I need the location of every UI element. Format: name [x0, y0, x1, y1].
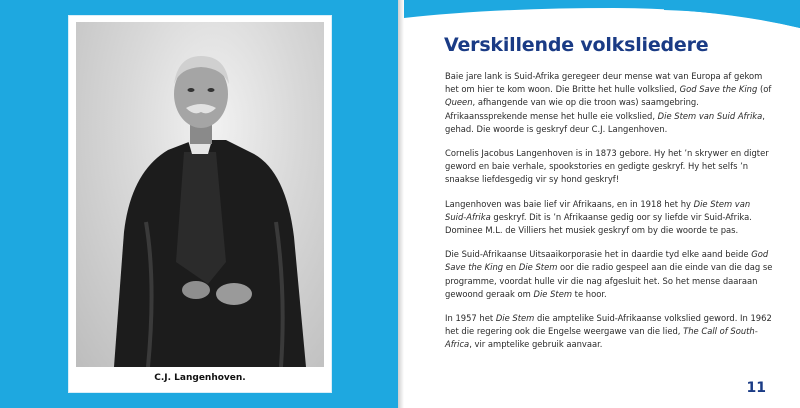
text-run-italic: Die Stem	[518, 262, 558, 273]
paragraph-4	[445, 248, 773, 301]
text-run: In 1957 het	[445, 313, 496, 324]
text-run: (of	[757, 84, 772, 95]
text-run: geskryf. Dit is ’n Afrikaanse gedig oor sy liefde vir Suid-Afrika. Dominee M.L. de Villiers het musiek geskryf om by die woorde te pas.	[445, 211, 752, 236]
text-run-italic: The Call of South-Africa	[445, 326, 758, 350]
text-run: te hoor.	[572, 288, 607, 299]
text-run-italic: Die Stem	[495, 313, 535, 324]
text-run: , vir amptelike gebruik aanvaar.	[469, 339, 603, 350]
text-run: Die Suid-Afrikaanse Uitsaaikorporasie het in daardie tyd elke aand beide	[445, 249, 752, 260]
text-run-italic: Die Stem	[533, 288, 573, 299]
page-number: 11	[746, 380, 766, 396]
portrait-illustration	[76, 22, 324, 367]
text-run: oor die radio gespeel aan die einde van die dag se programme, voordat hulle vir die nag afgesluit het. So het mense daaraan gewoond geraak om	[445, 262, 773, 299]
photo-card	[69, 16, 331, 392]
paragraph-5	[445, 312, 773, 352]
article-body	[445, 70, 773, 363]
page-title: Verskillende volksliedere	[444, 34, 709, 56]
text-run-italic: God Save the King	[445, 249, 769, 273]
paragraph-3	[445, 198, 773, 238]
paragraph-2: Cornelis Jacobus Langenhoven is in 1873 gebore. Hy het ’n skrywer en digter geword en baie verhale, spookstories en gedigte geskryf. Hy het selfs ’n snaakse liefdesgedig vir sy hond geskryf!	[445, 148, 769, 185]
text-run-italic: Queen	[445, 97, 473, 108]
text-run-italic: Die Stem van Suid Afrika	[657, 110, 763, 121]
paragraph-1	[445, 70, 773, 136]
portrait-photo	[76, 22, 324, 367]
photo-caption: C.J. Langenhoven.	[154, 373, 246, 383]
right-page	[404, 0, 800, 408]
text-run: en	[503, 262, 519, 273]
text-run: Baie jare lank is Suid-Afrika geregeer deur mense wat van Europa af gekom het om hier te kom woon. Die Britte het hulle volkslied,	[445, 71, 763, 95]
text-run-italic: God Save the King	[679, 84, 758, 95]
text-run: , gehad. Die woorde is geskryf deur C.J. Langenhoven.	[445, 110, 765, 134]
text-run: , afhangende van wie op die troon was) saamgebring. Afrikaanssprekende mense het hulle eie volkslied,	[445, 97, 699, 121]
text-run: Langenhoven was baie lief vir Afrikaans, en in 1918 het hy	[445, 198, 694, 209]
text-run: die amptelike Suid-Afrikaanse volkslied geword. In 1962 het die regering ook die Engelse weergawe van die lied,	[445, 313, 772, 337]
text-run-italic: Die Stem van Suid-Afrika	[445, 198, 751, 222]
left-page	[0, 0, 398, 408]
